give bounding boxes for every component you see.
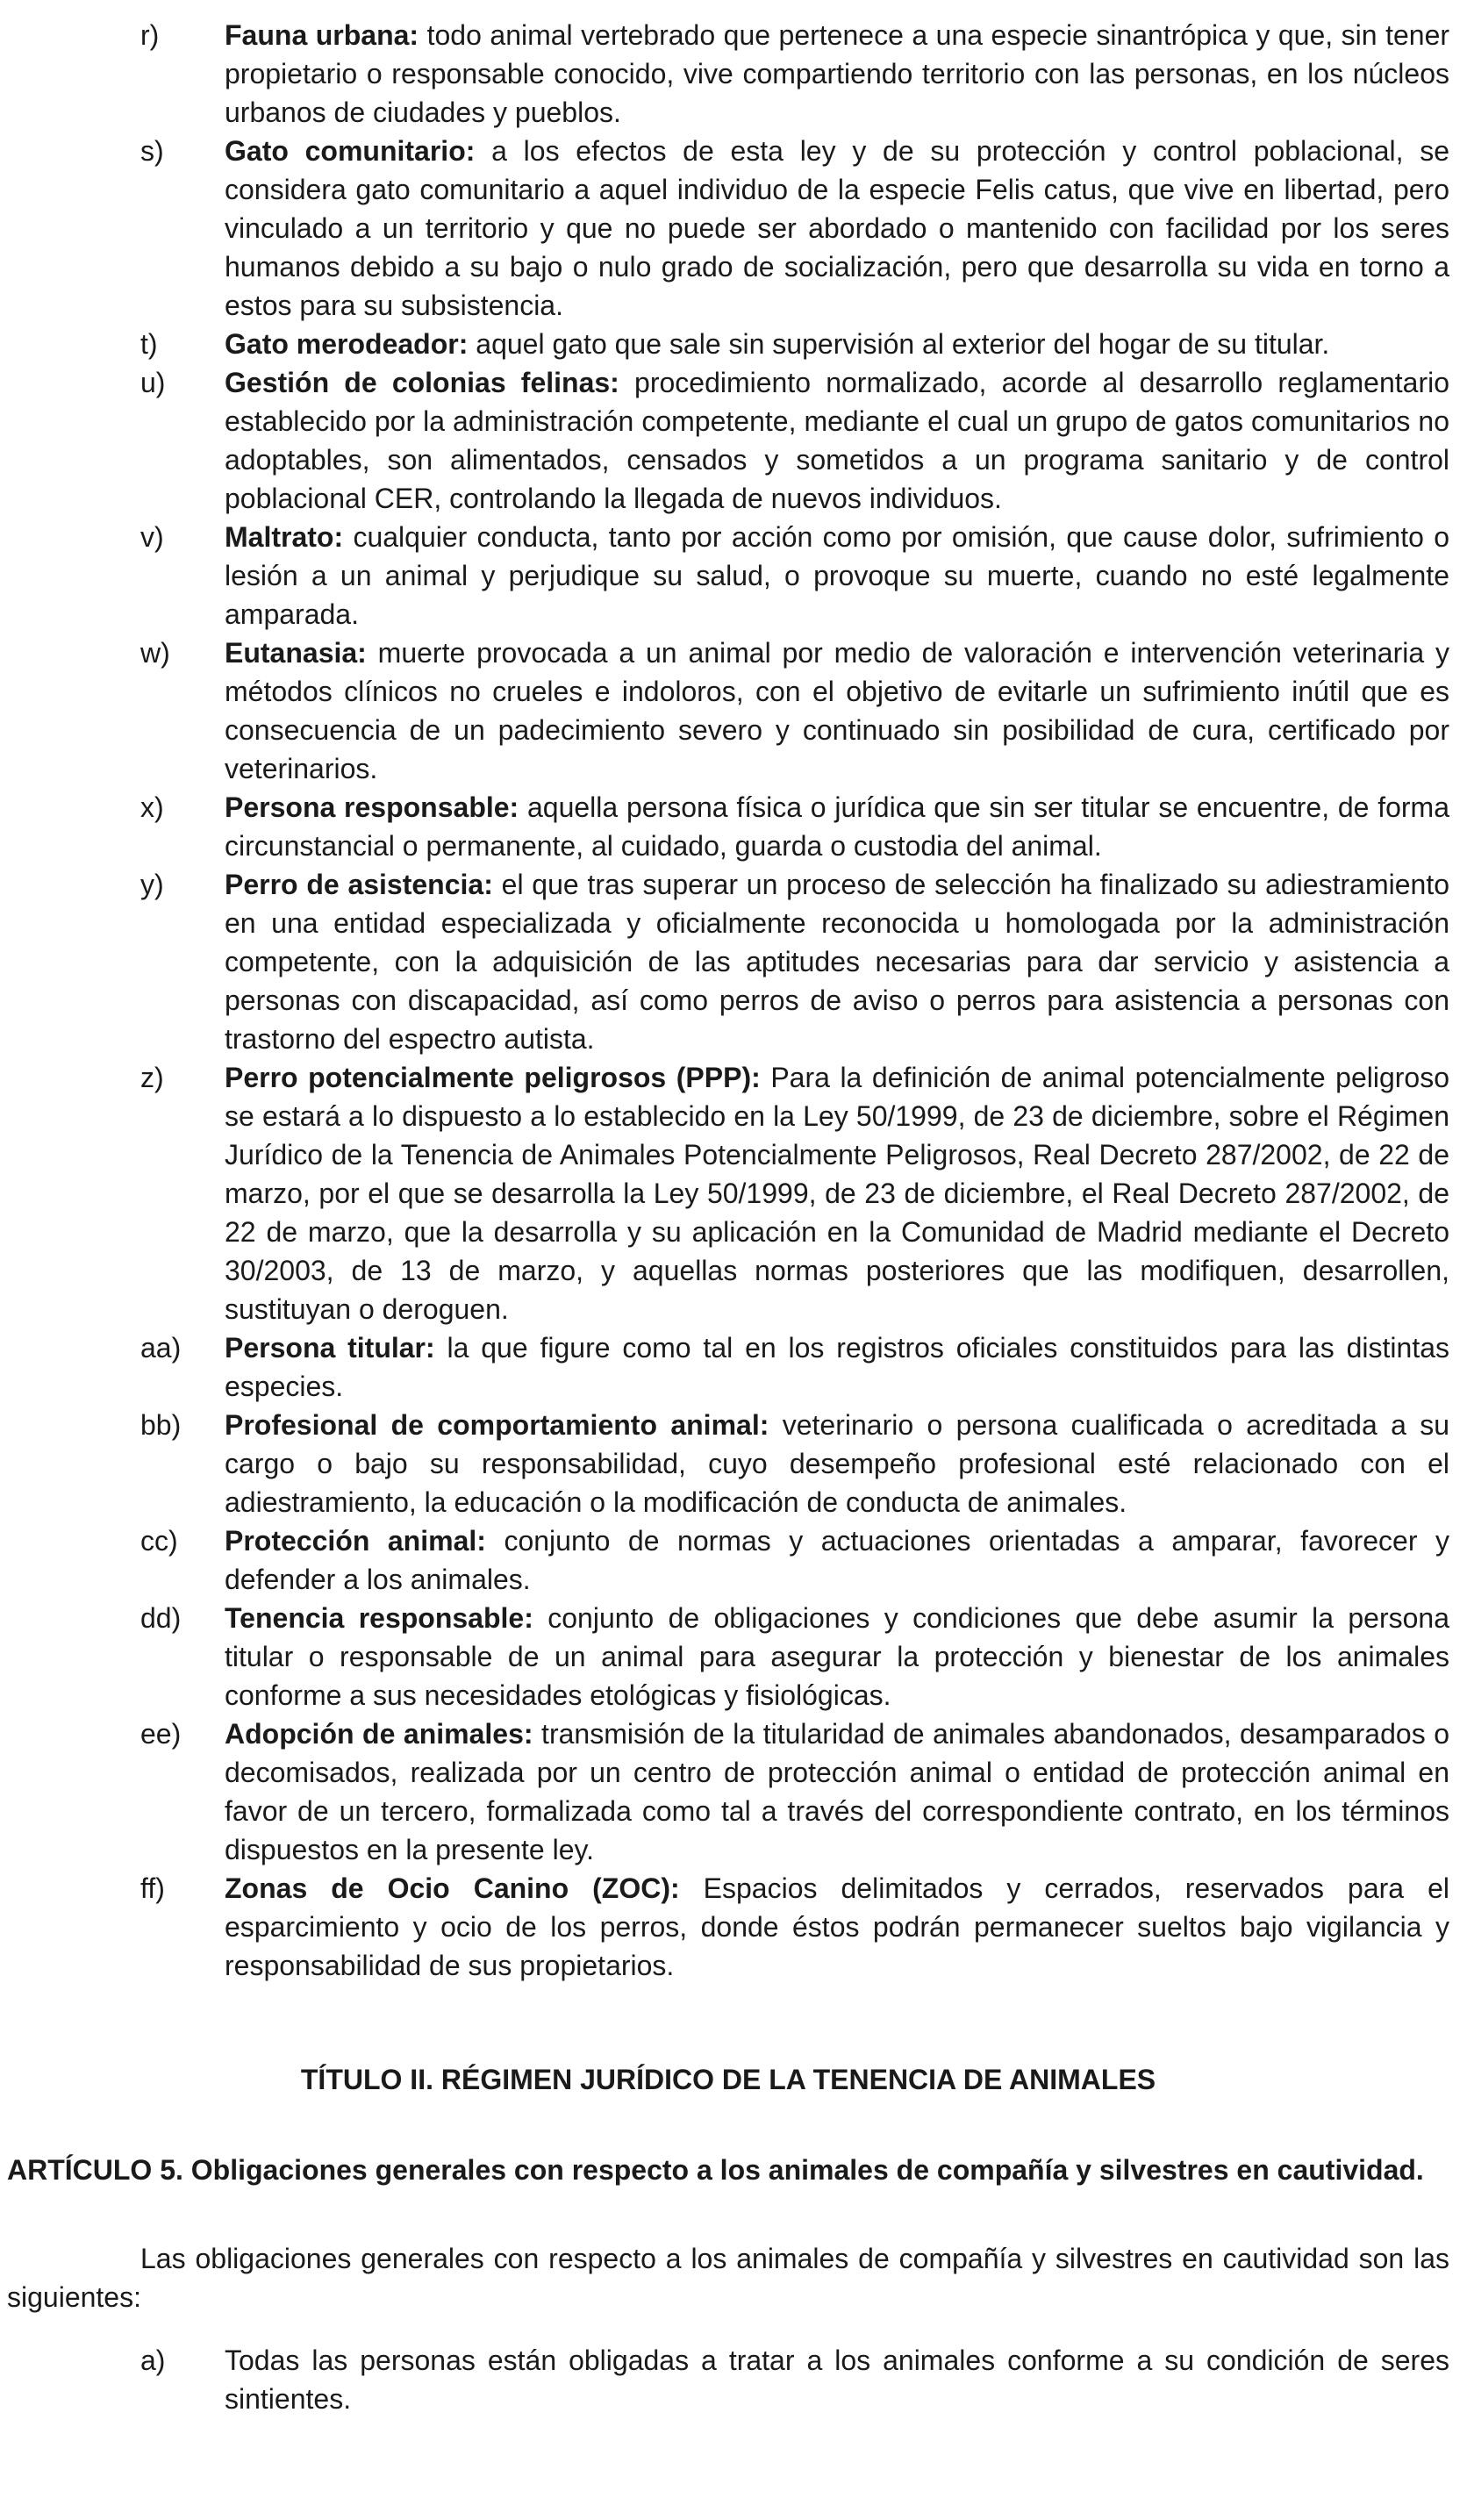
definition-item-text: conjunto de obligaciones y condiciones que debe asumir la persona titular o responsable de un animal para asegurar la protección y bienestar de los animales conforme a sus necesidades etológicas y fisiológicas. [225,1602,1450,1711]
definition-item-text: la que figure como tal en los registros oficiales constituidos para las distintas especies. [225,1332,1450,1402]
definition-item-text: cualquier conducta, tanto por acción como por omisión, que cause dolor, sufrimiento o lesión a un animal y perjudique su salud, o provoque su muerte, cuando no esté legalmente amparada. [225,521,1450,630]
definition-item-term: Perro de asistencia: [225,869,493,900]
definition-item-letter: aa) [140,1332,182,1364]
definition-item-text: veterinario o persona cualificada o acreditada a su cargo o bajo su responsabilidad, cuyo desempeño profesional esté relacionado con el adiestramiento, la educación o la modificación de conducta de animales. [225,1409,1450,1518]
definition-item [7,325,1449,363]
definitions-list [7,16,1449,1985]
definition-item-text: Espacios delimitados y cerrados, reservados para el esparcimiento y ocio de los perros, donde éstos podrán permanecer sueltos bajo vigilancia y responsabilidad de sus propietarios. [225,1872,1449,1981]
definition-item [7,1521,1449,1599]
definition-item [7,1599,1449,1715]
definition-item-term: Maltrato: [225,521,344,553]
definition-item [7,1058,1449,1328]
definition-item-term: Protección animal: [225,1525,486,1557]
definition-item-text: aquel gato que sale sin supervisión al exterior del hogar de su titular. [476,328,1330,360]
obligation-item-text: Todas las personas están obligadas a tratar a los animales conforme a su condición de seres sintientes. [225,2345,1449,2415]
definition-item-letter: z) [140,1062,164,1093]
definition-item-term: Profesional de comportamiento animal: [225,1409,769,1441]
definition-item-letter: x) [140,791,164,823]
definition-item-letter: s) [140,135,164,167]
definition-item [7,788,1449,865]
definition-item-text: Para la definición de animal potencialmente peligroso se estará a lo dispuesto a lo establecido en la Ley 50/1999, de 23 de diciembre, sobre el Régimen Jurídico de la Tenencia de Animales Potencialmente Peligrosos, Real Decreto 287/2002, de 22 de marzo, por el que se desarrolla la Ley 50/1999, de 23 de diciembre, el Real Decreto 287/2002, de 22 de marzo, que la desarrolla y su aplicación en la Comunidad de Madrid mediante el Decreto 30/2003, de 13 de marzo, y aquellas normas posteriores que las modifiquen, desarrollen, sustituyan o deroguen. [225,1062,1450,1325]
definition-item-text: muerte provocada a un animal por medio de valoración e intervención veterinaria y métodos clínicos no crueles e indoloros, con el objetivo de evitarle un sufrimiento inútil que es consecuencia de un padecimiento severo y continuado sin posibilidad de cura, certificado por veterinarios. [225,637,1450,784]
definition-item-letter: cc) [140,1525,178,1557]
definition-item [7,1715,1449,1869]
definition-item [7,634,1449,788]
articulo-5-intro: Las obligaciones generales con respecto a los animales de compañía y silvestres en cautividad son las siguientes: [7,2243,1449,2313]
definition-item-term: Persona titular: [225,1332,435,1364]
definition-item-letter: v) [140,521,164,553]
definition-item-letter: r) [140,19,160,51]
definition-item-letter: w) [140,637,170,669]
definition-item [7,132,1449,325]
definition-item-term: Gestión de colonias felinas: [225,367,619,398]
definition-item-letter: u) [140,367,166,398]
definition-item-term: Eutanasia: [225,637,367,669]
title-ii-heading: TÍTULO II. RÉGIMEN JURÍDICO DE LA TENENCIA DE ANIMALES [300,2064,1156,2095]
definition-item-letter: ee) [140,1718,182,1750]
definition-item-term: Gato comunitario: [225,135,476,167]
definition-item-letter: dd) [140,1602,182,1634]
definition-item-term: Persona responsable: [225,791,519,823]
obligation-item [7,2341,1449,2418]
definition-item-text: conjunto de normas y actuaciones orientadas a amparar, favorecer y defender a los animales. [225,1525,1450,1595]
definition-item [7,518,1449,634]
definition-item-text: todo animal vertebrado que pertenece a una especie sinantrópica y que, sin tener propietario o responsable conocido, vive compartiendo territorio con las personas, en los núcleos urbanos de ciudades y pueblos. [225,19,1450,128]
definition-item-term: Gato merodeador: [225,328,469,360]
definition-item [7,363,1449,518]
definition-item-text: transmisión de la titularidad de animales abandonados, desamparados o decomisados, realizada por un centro de protección animal o entidad de protección animal en favor de un tercero, formalizada como tal a través del correspondiente contrato, en los términos dispuestos en la presente ley. [225,1718,1450,1865]
definition-item [7,1328,1449,1406]
obligations-list [7,2341,1449,2418]
definition-item-letter: ff) [140,1872,165,1904]
definition-item-term: Fauna urbana: [225,19,419,51]
definition-item-text: aquella persona física o jurídica que sin ser titular se encuentre, de forma circunstancial o permanente, al cuidado, guarda o custodia del animal. [225,791,1450,862]
definition-item-term: Adopción de animales: [225,1718,533,1750]
definition-item [7,1869,1449,1985]
definition-item-term: Zonas de Ocio Canino (ZOC): [225,1872,680,1904]
articulo-5-heading: ARTÍCULO 5. Obligaciones generales con respecto a los animales de compañía y silvestres en cautividad. [7,2154,1424,2186]
definition-item [7,1406,1449,1521]
definition-item-term: Perro potencialmente peligrosos (PPP): [225,1062,761,1093]
definition-item-text: el que tras superar un proceso de selección ha finalizado su adiestramiento en una entidad especializada y oficialmente reconocida u homologada por la administración competente, con la adquisición de las aptitudes necesarias para dar servicio y asistencia a personas con discapacidad, así como perros de aviso o perros para asistencia a personas con trastorno del espectro autista. [225,869,1450,1055]
definition-item [7,16,1449,132]
definition-item-text: a los efectos de esta ley y de su protección y control poblacional, se considera gato comunitario a aquel individuo de la especie Felis catus, que vive en libertad, pero vinculado a un territorio y que no puede ser abordado o mantenido con facilidad por los seres humanos debido a su bajo o nulo grado de socialización, pero que desarrolla su vida en torno a estos para su subsistencia. [225,135,1450,321]
definition-item-letter: bb) [140,1409,182,1441]
definition-item [7,865,1449,1058]
definition-item-text: procedimiento normalizado, acorde al desarrollo reglamentario establecido por la administración competente, mediante el cual un grupo de gatos comunitarios no adoptables, son alimentados, censados y sometidos a un programa sanitario y de control poblacional CER, controlando la llegada de nuevos individuos. [225,367,1450,514]
obligation-item-letter: a) [140,2345,166,2376]
definition-item-letter: y) [140,869,164,900]
definition-item-term: Tenencia responsable: [225,1602,533,1634]
definition-item-letter: t) [140,328,158,360]
